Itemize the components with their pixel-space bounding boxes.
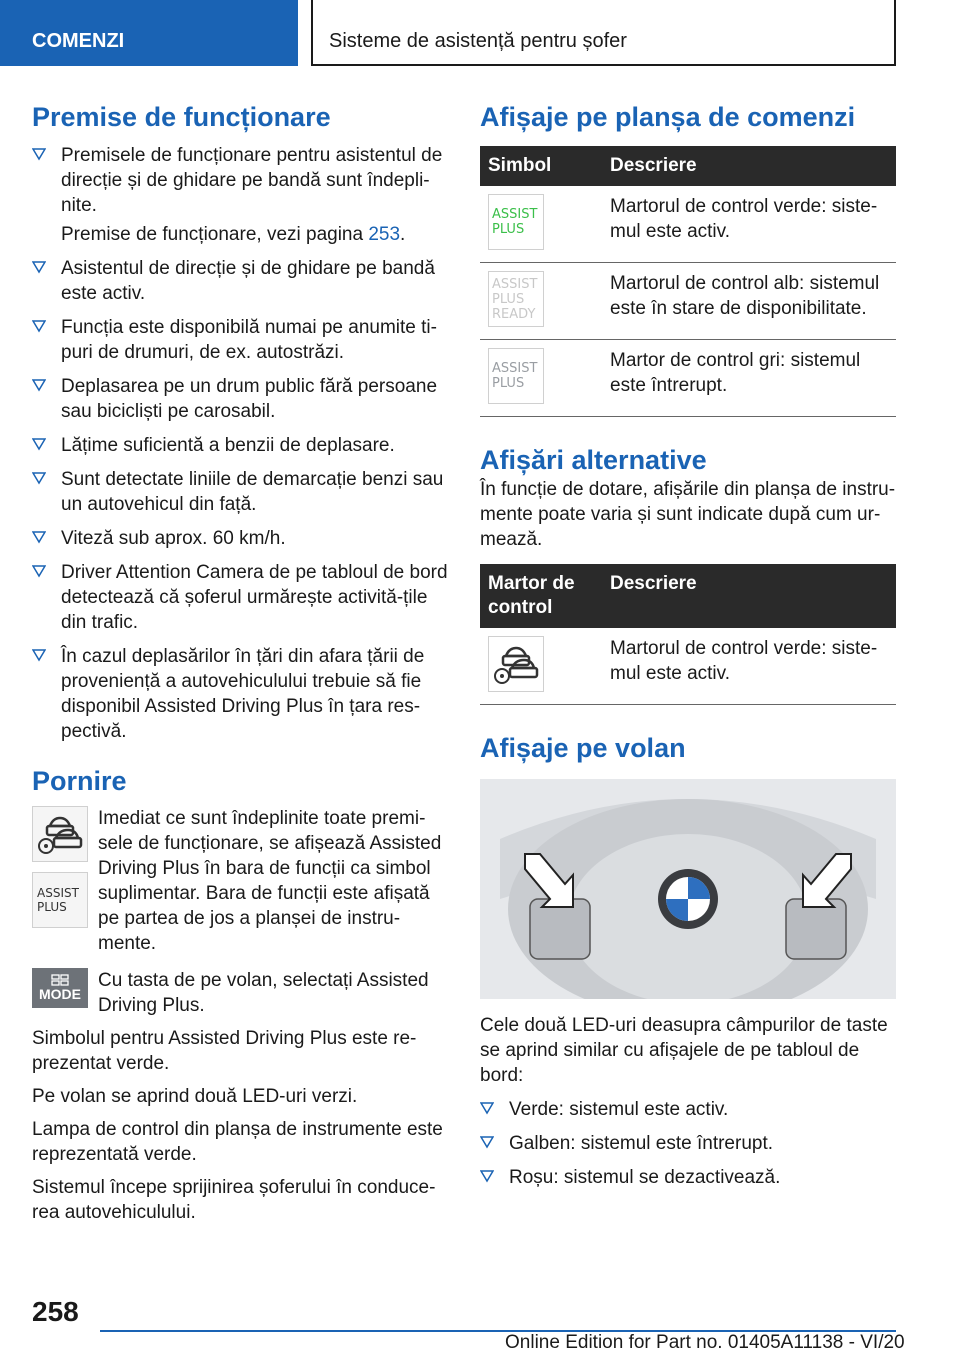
paragraph: Sistemul începe sprijinirea șoferului în conduce-rea autovehiculului. [32,1177,436,1223]
triangle-bullet-icon [32,564,46,578]
section-tab: COMENZI [0,0,298,66]
table-row: ASSIST PLUS Martor de control gri: sistemul este întrerupt. [480,340,896,417]
assist-plus-gray-icon: ASSIST PLUS [488,348,544,404]
triangle-bullet-icon [32,319,46,333]
paragraph: Simbolul pentru Assisted Driving Plus este re-prezentat verde. [32,1028,417,1074]
list-item: Roșu: sistemul se dezactivează. [480,1165,896,1190]
pornire-text-1: Imediat ce sunt îndeplinite toate premi-sele de funcționare, se afișează Assisted Driving Plus în bara de funcții ca simbol suplimentar. Bara de funcții este afișată pe partea de jos a planșei de instru-mente. [98,808,442,954]
triangle-bullet-icon [32,530,46,544]
triangle-bullet-icon [480,1169,494,1183]
afisari-alt-intro: În funcție de dotare, afișările din planșa de instru-mente poate varia și sunt indicate după cum ur-mează. [480,479,896,550]
page-link[interactable]: 253 [368,224,401,245]
page-header [0,0,960,66]
list-item: Deplasarea pe un drum public fără persoane sau bicicliști pe carosabil. [32,374,450,424]
triangle-bullet-icon [32,648,46,662]
list-item: Funcția este disponibilă numai pe anumite ti-puri de drumuri, de ex. autostrăzi. [32,315,450,365]
col-header: Descriere [602,146,896,186]
list-item: În cazul deplasărilor în țări din afara țării de proveniență a autovehiculului trebuie să fie disponibil Assisted Driving Plus în țara res-pectivă. [32,644,450,744]
assist-plus-green-icon: ASSIST PLUS [488,194,544,250]
paragraph: Pe volan se aprind două LED-uri verzi. [32,1086,358,1107]
triangle-bullet-icon [32,260,46,274]
steering-assist-icon [32,806,88,862]
triangle-bullet-icon [480,1101,494,1115]
list-item: Premisele de funcționare pentru asistentul de direcție și de ghidare pe bandă sunt îndepli-nite. [32,143,450,218]
table-row: ASSIST PLUS READY Martorul de control alb: sistemul este în stare de disponibilitate. [480,263,896,340]
premise-reference: Premise de funcționare, vezi pagina 253. [61,224,406,245]
triangle-bullet-icon [480,1135,494,1149]
afisaje-plansa-heading: Afișaje pe planșa de comenzi [480,102,856,132]
triangle-bullet-icon [32,471,46,485]
col-header: Simbol [480,146,602,186]
triangle-bullet-icon [32,147,46,161]
right-column [480,100,896,1190]
steering-wheel-image [480,779,896,999]
alt-symbol-table [480,564,896,705]
list-item: Verde: sistemul este activ. [480,1097,896,1122]
premise-list-cont [32,256,450,744]
col-header: Descriere [602,564,896,628]
pornire-heading: Pornire [32,766,127,796]
volan-text: Cele două LED-uri deasupra câmpurilor de taste se aprind similar cu afișajele de pe tabloul de bord: [480,1015,888,1086]
volan-list [480,1097,896,1190]
premise-heading: Premise de funcționare [32,102,331,132]
edition-text: Online Edition for Part no. 01405A11138 - VI/20 [505,1332,905,1353]
paragraph: Lampa de control din planșa de instrumente este reprezentată verde. [32,1119,443,1165]
steering-assist-green-icon [488,636,544,692]
list-item: Asistentul de direcție și de ghidare pe bandă este activ. [32,256,450,306]
page-number: 258 [32,1296,79,1327]
pornire-text-2: Cu tasta de pe volan, selectați Assisted Driving Plus. [98,970,429,1016]
mode-button-icon: MODE [32,968,88,1008]
mode-icon-wrap [32,968,88,1018]
table-row: ASSIST PLUS Martorul de control verde: siste-mul este activ. [480,186,896,263]
list-item: Sunt detectate liniile de demarcație benzi sau un autovehicul din față. [32,467,450,517]
col-header: Martor de control [480,564,602,628]
list-item: Viteză sub aprox. 60 km/h. [32,526,450,551]
pornire-icons [32,806,88,956]
chapter-title: Sisteme de asistență pentru șofer [311,0,896,66]
pornire-block-2 [32,968,450,1018]
list-item: Galben: sistemul este întrerupt. [480,1131,896,1156]
left-column [32,100,450,1225]
pornire-block-1 [32,806,450,956]
assist-plus-icon: ASSIST PLUS [32,872,88,928]
symbol-table [480,146,896,417]
list-item: Driver Attention Camera de pe tabloul de bord detectează că șoferul urmărește activită-țile din trafic. [32,560,450,635]
table-row: Martorul de control verde: siste-mul este activ. [480,628,896,705]
triangle-bullet-icon [32,437,46,451]
list-item: Lățime suficientă a benzii de deplasare. [32,433,450,458]
premise-list [32,143,450,218]
assist-plus-ready-icon: ASSIST PLUS READY [488,271,544,327]
afisaje-volan-heading: Afișaje pe volan [480,733,686,763]
afisari-alt-heading: Afișări alternative [480,445,707,475]
triangle-bullet-icon [32,378,46,392]
